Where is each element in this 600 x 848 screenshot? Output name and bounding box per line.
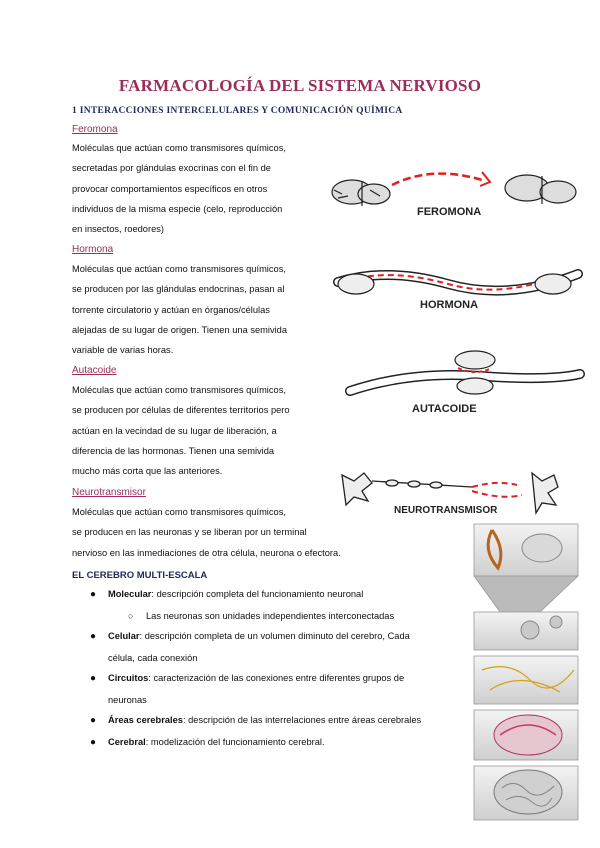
section-heading-2: EL CEREBRO MULTI-ESCALA bbox=[72, 570, 208, 581]
neurotransmisor-illustration bbox=[322, 455, 587, 517]
neuron-cell-icon bbox=[521, 621, 539, 639]
feromona-illustration bbox=[322, 160, 582, 220]
bullet-text: : descripción completa de un volumen diminuto del cerebro, Cada bbox=[139, 631, 410, 641]
text-line: actúan en la vecindad de su lugar de liberación, a bbox=[72, 425, 277, 436]
text-line: Moléculas que actúan como transmisores químicos, bbox=[72, 143, 286, 153]
hormona-illustration bbox=[328, 262, 586, 312]
bullet-text: célula, cada conexión bbox=[108, 652, 198, 663]
brain-area-icon bbox=[494, 715, 562, 755]
term-feromona: Feromona bbox=[72, 124, 118, 135]
text-line: provocar comportamientos específicos en otros bbox=[72, 183, 268, 194]
figure-label: FEROMONA bbox=[417, 206, 482, 218]
term-hormona: Hormona bbox=[72, 244, 114, 255]
paragraph-hormona bbox=[72, 259, 334, 360]
cell-icon bbox=[455, 351, 495, 369]
bullet-text: : descripción de las interrelaciones entre áreas cerebrales bbox=[182, 715, 422, 725]
text-line: Moléculas que actúan como transmisores químicos, bbox=[72, 264, 286, 274]
figure-label: HORMONA bbox=[420, 299, 479, 311]
neuron-icon bbox=[532, 473, 558, 513]
cell-icon bbox=[457, 378, 493, 394]
term-neurotransmisor: Neurotransmisor bbox=[72, 487, 146, 498]
bullet-text: : caracterización de las conexiones entre diferentes grupos de bbox=[148, 673, 405, 683]
neuron-cell-icon bbox=[550, 616, 562, 628]
list-item-cont bbox=[90, 690, 470, 711]
paragraph-feromona bbox=[72, 138, 334, 239]
subbullet-text: Las neuronas son unidades independientes interconectadas bbox=[146, 610, 395, 621]
arrow-icon bbox=[472, 491, 522, 497]
list-item: ● Circuitos: caracterización de las conexiones entre diferentes grupos de bbox=[90, 673, 405, 684]
bullet-label: Molecular bbox=[108, 589, 152, 599]
bullet-label: Celular bbox=[108, 631, 140, 641]
gland-icon bbox=[338, 274, 374, 294]
bullet-label: Cerebral bbox=[108, 736, 146, 747]
moth-icon bbox=[332, 180, 390, 206]
figure-label: AUTACOIDE bbox=[412, 403, 477, 415]
neuron-icon bbox=[342, 473, 472, 505]
protein-icon bbox=[522, 534, 562, 562]
list-item: ● Cerebral: modelización del funcionamiento cerebral. bbox=[90, 736, 325, 748]
text-line: Moléculas que actúan como transmisores químicos, bbox=[72, 385, 286, 395]
list-item: ● Áreas cerebrales: descripción de las interrelaciones entre áreas cerebrales bbox=[90, 715, 422, 726]
text-line: se producen por células de diferentes territorios pero bbox=[72, 405, 290, 416]
text-line: individuos de la misma especie (celo, reproducción bbox=[72, 203, 283, 214]
funnel-icon bbox=[474, 576, 578, 612]
text-line: mucho más corta que las anteriores. bbox=[72, 466, 223, 477]
figure-label: NEUROTRANSMISOR bbox=[394, 505, 498, 516]
bullet-text: : modelización del funcionamiento cerebral. bbox=[145, 736, 325, 747]
text-line: se producen por las glándulas endocrinas, pasan al bbox=[72, 284, 285, 295]
autacoide-illustration bbox=[340, 346, 590, 418]
list-item: ● Celular: descripción completa de un volumen diminuto del cerebro, Cada bbox=[90, 631, 410, 642]
scale-box-circuits bbox=[474, 656, 578, 704]
text-line: se producen en las neuronas y se liberan por un terminal bbox=[72, 527, 307, 538]
bullet-text: : descripción completa del funcionamiento neuronal bbox=[151, 589, 364, 599]
bullet-list bbox=[90, 584, 470, 753]
text-line: secretadas por glándulas exocrinas con el fin de bbox=[72, 163, 271, 174]
bullet-label: Áreas cerebrales bbox=[108, 715, 183, 725]
text-line: alejadas de su lugar de origen. Tienen una semivida bbox=[72, 324, 288, 335]
list-subitem: ○ Las neuronas son unidades independientes interconectadas bbox=[128, 610, 395, 621]
paragraph-autacoide bbox=[72, 380, 334, 481]
arrow-icon bbox=[392, 174, 482, 185]
bullet-text: neuronas bbox=[108, 694, 147, 705]
text-line: variable de varias horas. bbox=[72, 345, 174, 356]
page-title: FARMACOLOGÍA DEL SISTEMA NERVIOSO bbox=[118, 76, 482, 95]
section-heading-1: 1 INTERACCIONES INTERCELULARES Y COMUNICACIÓN QUÍMICA bbox=[72, 106, 403, 116]
text-line: Moléculas que actúan como transmisores químicos, bbox=[72, 507, 286, 517]
text-line: torrente circulatorio y actúan en órganos/células bbox=[72, 304, 270, 315]
bullet-label: Circuitos bbox=[108, 673, 149, 683]
term-autacoide: Autacoide bbox=[72, 365, 117, 376]
multiscale-brain-illustration bbox=[470, 520, 584, 824]
arrow-icon bbox=[472, 483, 517, 487]
text-line: nervioso en las inmediaciones de otra célula, neurona o efectora. bbox=[72, 547, 341, 558]
text-line: en insectos, roedores) bbox=[72, 224, 164, 235]
text-line: diferencia de las hormonas. Tienen una semivida bbox=[72, 445, 275, 456]
list-item: ● Molecular: descripción completa del funcionamiento neuronal bbox=[90, 589, 364, 600]
list-item-cont bbox=[90, 648, 470, 669]
cell-icon bbox=[535, 274, 571, 294]
moth-icon bbox=[505, 175, 576, 204]
